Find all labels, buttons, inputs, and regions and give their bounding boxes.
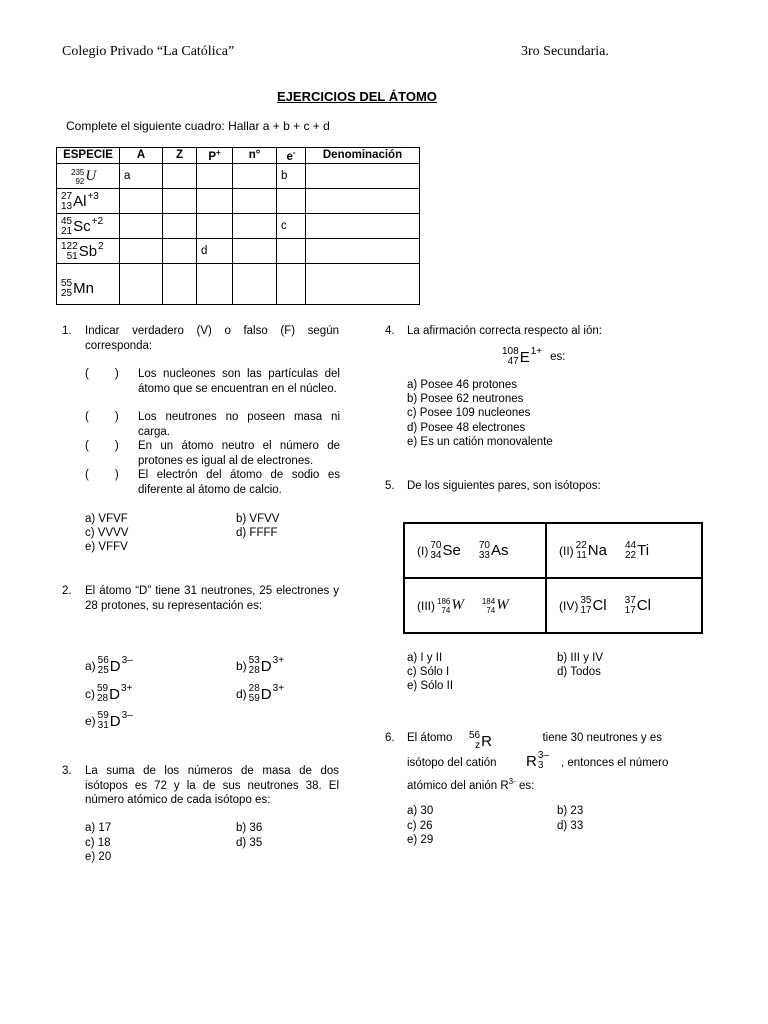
q6-text-a: El átomo [407,732,453,744]
header-p: P+ [197,148,233,164]
q3-option-a[interactable]: a) 17 [85,822,112,834]
q1-option-e[interactable]: e) VFFV [85,541,128,553]
q1-paren-4[interactable]: ( ) [85,469,119,481]
q5-option-d[interactable]: d) Todos [557,666,601,678]
cell-a[interactable] [120,213,163,238]
table-row [57,263,420,304]
q5-text: De los siguientes pares, son isótopos: [407,480,601,492]
table-header-row [57,148,420,164]
q4-text: La afirmación correcta respecto al ión: [407,325,602,337]
q5-number: 5. [385,480,395,492]
species-table [56,147,420,305]
species-cell: 45 21 Sc +2 [57,213,120,238]
q3-option-d[interactable]: d) 35 [236,837,263,849]
cell-den[interactable] [306,238,420,263]
cell-a[interactable] [120,188,163,213]
species-cell: 27 13 Al +3 [57,188,120,213]
pair-iii: (III) 186 74 W 184 74 W [404,578,546,633]
cell-n[interactable] [233,213,277,238]
cell-n[interactable] [233,238,277,263]
pair-ii: (II) 22 11 Na 44 22 Ti [546,523,702,578]
q6-atom: 56 z R [469,730,492,751]
cell-p[interactable] [197,163,233,188]
q2-number: 2. [62,585,72,597]
q6-text-d: , entonces el número [561,757,669,769]
q1-text: Indicar verdadero (V) o falso (F) según corresponda: [85,325,339,352]
page-title: EJERCICIOS DEL ÁTOMO [277,89,437,104]
q1-statement: El electrón del átomo de sodio es diferente al átomo de calcio. [138,469,340,496]
q4-option-e[interactable]: e) Es un catión monovalente [407,436,553,448]
cell-e[interactable] [277,188,306,213]
q1-number: 1. [62,325,72,337]
cell-a[interactable]: a [120,163,163,188]
q6-cation: R 3– 3 [526,750,549,771]
table-row [57,188,420,213]
cell-n[interactable] [233,263,277,304]
cell-p[interactable]: d [197,238,233,263]
q4-option-a[interactable]: a) Posee 46 protones [407,379,517,391]
cell-e[interactable] [277,263,306,304]
cell-den[interactable] [306,163,420,188]
q3-option-b[interactable]: b) 36 [236,822,263,834]
q2-option-e[interactable]: e) 59 31 D 3– [85,710,133,731]
header-e: e- [277,148,306,164]
cell-e[interactable]: c [277,213,306,238]
q1-option-b[interactable]: b) VFVV [236,513,280,525]
pair-i: (I) 70 34 Se 70 33 As [404,523,546,578]
q5-option-c[interactable]: c) Sólo I [407,666,450,678]
table-row [57,238,420,263]
q1-statement: Los nucleones son las partículas del átomo que se encuentran en el núcleo. [138,368,340,395]
cell-e[interactable] [277,238,306,263]
q1-statement: En un átomo neutro el número de protones es igual al de electrones. [138,440,340,467]
grade-label: 3ro Secundaria. [521,44,609,59]
q3-number: 3. [62,765,72,777]
header-z: Z [163,148,197,164]
q3-option-e[interactable]: e) 20 [85,851,112,863]
cell-z[interactable] [163,213,197,238]
header-n: n° [233,148,277,164]
q6-text-c: isótopo del catión [407,757,497,769]
species-cell: 122 51 Sb 2 [57,238,120,263]
cell-z[interactable] [163,188,197,213]
cell-z[interactable] [163,238,197,263]
q4-number: 4. [385,325,395,337]
table-row [57,213,420,238]
q6-option-e[interactable]: e) 29 [407,834,434,846]
q6-option-b[interactable]: b) 23 [557,805,584,817]
cell-z[interactable] [163,263,197,304]
q6-option-a[interactable]: a) 30 [407,805,434,817]
q1-paren-1[interactable]: ( ) [85,368,119,380]
species-cell: 235 92 U [57,163,120,188]
q2-option-a[interactable]: a) 56 25 D 3– [85,655,133,676]
q2-option-d[interactable]: d) 28 59 D 3+ [236,683,285,704]
q3-option-c[interactable]: c) 18 [85,837,111,849]
cell-p[interactable] [197,188,233,213]
cell-den[interactable] [306,263,420,304]
cell-den[interactable] [306,213,420,238]
header-a: A [120,148,163,164]
q1-statement: Los neutrones no poseen masa ni carga. [138,411,340,438]
q3-text: La suma de los números de masa de dos isótopos es 72 y la de sus neutrones 38. El número atómico de cada isótopo es: [85,765,339,806]
cell-z[interactable] [163,163,197,188]
q1-option-c[interactable]: c) VVVV [85,527,129,539]
cell-a[interactable] [120,263,163,304]
q5-option-b[interactable]: b) III y IV [557,652,604,664]
cell-p[interactable] [197,213,233,238]
isotope-pairs-table [403,522,703,634]
q4-option-b[interactable]: b) Posee 62 neutrones [407,393,524,405]
q6-number: 6. [385,732,395,744]
q2-option-c[interactable]: c) 59 28 D 3+ [85,683,133,704]
q1-option-d[interactable]: d) FFFF [236,527,278,539]
q6-option-d[interactable]: d) 33 [557,820,584,832]
q2-text: El átomo “D” tiene 31 neutrones, 25 electrones y 28 protones, su representación es: [85,585,339,612]
q5-option-a[interactable]: a) I y II [407,652,443,664]
header-denominacion: Denominación [306,148,420,164]
cell-n[interactable] [233,163,277,188]
cell-e[interactable]: b [277,163,306,188]
q6-option-c[interactable]: c) 26 [407,820,433,832]
cell-n[interactable] [233,188,277,213]
q5-option-e[interactable]: e) Sólo II [407,680,454,692]
table-row [57,163,420,188]
q4-option-d[interactable]: d) Posee 48 electrones [407,422,526,434]
q1-paren-2[interactable]: ( ) [85,411,119,423]
q4-ion: 108 47 E 1+ es: [502,346,566,367]
q1-option-a[interactable]: a) VFVF [85,513,128,525]
school-name: Colegio Privado “La Católica” [62,44,235,59]
q2-option-b[interactable]: b) 53 28 D 3+ [236,655,285,676]
instructions: Complete el siguiente cuadro: Hallar a + b + c + d [66,119,330,133]
cell-p[interactable] [197,263,233,304]
header-especie: ESPECIE [57,148,120,164]
q6-text-b: tiene 30 neutrones y es [542,732,662,744]
cell-den[interactable] [306,188,420,213]
pair-iv: (IV) 35 17 Cl 37 17 Cl [546,578,702,633]
q1-paren-3[interactable]: ( ) [85,440,119,452]
species-cell: 55 25 Mn [57,263,120,304]
cell-a[interactable] [120,238,163,263]
q4-option-c[interactable]: c) Posee 109 nucleones [407,407,531,419]
q6-text-e: atómico del anión $R^{3-}$ es: [407,777,535,792]
